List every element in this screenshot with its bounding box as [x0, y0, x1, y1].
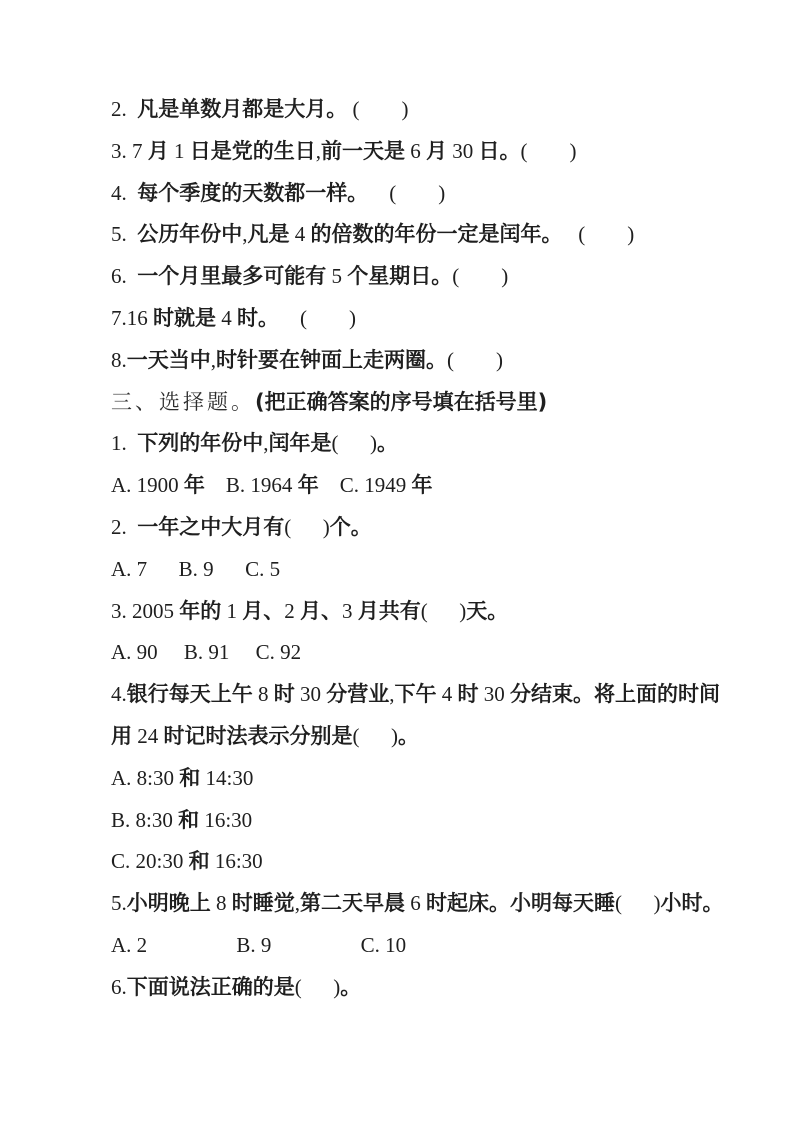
latin-text-run: B. 8:30: [111, 807, 179, 832]
choice-section-heading-note: (把正确答案的序号填在括号里): [255, 389, 548, 414]
choice-section: [111, 423, 723, 1008]
cjk-text-run: 时针要在钟面上走两圈。: [216, 347, 447, 372]
latin-text-run: 5: [326, 264, 348, 289]
cjk-text-run: 和: [179, 765, 201, 790]
judgement-question: [111, 131, 723, 173]
latin-text-run: 4: [436, 682, 458, 707]
cjk-text-run: 月: [426, 138, 447, 163]
choice-question-line: [111, 716, 723, 758]
cjk-text-run: 日。: [478, 138, 521, 163]
latin-text-run: C. 1949: [318, 473, 412, 498]
cjk-text-run: 年: [183, 473, 205, 498]
latin-text-run: ( ): [279, 305, 356, 330]
cjk-text-run: 小明晚上: [126, 891, 211, 916]
latin-text-run: 2.: [111, 514, 138, 539]
choice-question-line: [111, 507, 723, 549]
latin-text-run: A. 8:30: [111, 765, 180, 790]
cjk-text-run: 下面说法正确的是: [126, 974, 295, 999]
judgement-question: [111, 340, 723, 382]
cjk-text-run: 时睡觉: [231, 891, 295, 916]
cjk-text-run: 年: [297, 473, 319, 498]
latin-text-run: 6: [405, 891, 426, 916]
cjk-text-run: 一个月里最多可能有: [137, 264, 327, 289]
cjk-text-run: 月、: [300, 598, 342, 623]
cjk-text-run: 年的: [179, 598, 222, 623]
cjk-text-run: 小时。: [660, 891, 724, 916]
latin-text-run: A. 90 B. 91 C. 92: [111, 640, 302, 665]
cjk-text-run: 个。: [329, 514, 372, 539]
cjk-text-run: 月共有: [357, 598, 421, 623]
judgement-section: [111, 89, 723, 382]
latin-text-run: 8: [252, 682, 274, 707]
latin-text-run: 5.: [111, 222, 138, 247]
choice-question-line: [111, 674, 723, 716]
cjk-text-run: 用: [111, 723, 132, 748]
judgement-question: [111, 214, 723, 256]
latin-text-run: ( ): [284, 514, 330, 539]
latin-text-run: 2.: [111, 97, 138, 121]
judgement-question: [111, 89, 723, 131]
cjk-text-run: 时: [273, 682, 295, 707]
cjk-text-run: 每个季度的天数都一样。: [137, 180, 369, 205]
choice-option-line: [111, 632, 723, 674]
latin-text-run: 2: [284, 598, 300, 623]
cjk-text-run: 凡是单数月都是大月。: [137, 97, 348, 121]
cjk-text-run: 月、: [242, 598, 285, 623]
latin-text-run: 4: [289, 222, 311, 247]
latin-text-run: 4.: [111, 682, 127, 707]
latin-text-run: A. 7 B. 9 C. 5: [111, 556, 281, 581]
latin-text-run: 24: [132, 723, 164, 748]
latin-text-run: 4: [216, 305, 237, 330]
cjk-text-run: 。: [377, 431, 398, 456]
latin-text-run: ( ): [347, 97, 409, 121]
latin-text-run: A. 2 B. 9 C. 10: [111, 932, 407, 957]
judgement-question: [111, 256, 723, 298]
cjk-text-run: 前一天是: [321, 138, 405, 163]
cjk-text-run: 日是党的生日: [189, 138, 316, 163]
choice-question-line: [111, 591, 723, 633]
cjk-text-run: 和: [188, 849, 210, 874]
latin-text-run: 8.: [111, 347, 127, 372]
cjk-text-run: 时。: [237, 305, 279, 330]
cjk-text-run: 时记时法表示分别是: [163, 723, 353, 748]
latin-text-run: ,: [389, 682, 395, 707]
latin-text-run: ,: [242, 222, 248, 247]
latin-text-run: C. 20:30: [111, 849, 189, 874]
latin-text-run: 14:30: [200, 765, 254, 790]
latin-text-run: ( ): [562, 222, 635, 247]
cjk-text-run: 。: [398, 723, 419, 748]
cjk-text-run: 下列的年份中: [137, 431, 264, 456]
cjk-text-run: 天。: [466, 598, 509, 623]
latin-text-run: ( ): [420, 598, 467, 623]
latin-text-run: 1: [168, 138, 190, 163]
latin-text-run: 6.: [111, 974, 127, 999]
latin-text-run: 16:30: [209, 849, 263, 874]
latin-text-run: ,: [263, 431, 269, 456]
latin-text-run: 16:30: [199, 807, 253, 832]
choice-section-heading: [111, 382, 723, 424]
latin-text-run: ( ): [331, 431, 377, 456]
latin-text-run: 6: [405, 138, 426, 163]
cjk-text-run: 闰年是: [268, 431, 332, 456]
latin-text-run: ( ): [352, 723, 398, 748]
cjk-text-run: 凡是: [247, 222, 290, 247]
cjk-text-run: 年: [411, 473, 433, 498]
latin-text-run: 8: [210, 891, 232, 916]
latin-text-run: ( ): [447, 347, 503, 372]
cjk-text-run: 时就是: [153, 305, 216, 330]
cjk-text-run: 。: [340, 974, 362, 999]
latin-text-run: 1.: [111, 431, 138, 456]
cjk-text-run: 分营业: [326, 682, 390, 707]
cjk-text-run: 月: [147, 138, 169, 163]
cjk-text-run: 一天当中: [126, 347, 211, 372]
cjk-text-run: 银行每天上午: [126, 682, 253, 707]
latin-text-run: ,: [315, 138, 321, 163]
cjk-text-run: 时起床。小明每天睡: [426, 891, 615, 916]
latin-text-run: A. 1900: [111, 473, 184, 498]
choice-section-heading-label: 三、选择题。: [111, 389, 255, 414]
choice-option-line: [111, 758, 723, 800]
choice-question-line: [111, 423, 723, 465]
cjk-text-run: 时: [457, 682, 479, 707]
latin-text-run: 30: [447, 138, 479, 163]
latin-text-run: 4.: [111, 180, 138, 205]
judgement-question: [111, 298, 723, 340]
choice-option-line: [111, 800, 723, 842]
choice-option-line: [111, 549, 723, 591]
latin-text-run: ( ): [520, 138, 577, 163]
cjk-text-run: 公历年份中: [137, 222, 243, 247]
latin-text-run: 3. 2005: [111, 598, 180, 623]
choice-option-line: [111, 465, 723, 507]
choice-question-line: [111, 967, 723, 1009]
cjk-text-run: 和: [178, 807, 200, 832]
cjk-text-run: 下午: [394, 682, 437, 707]
cjk-text-run: 的倍数的年份一定是闰年。: [310, 222, 563, 247]
latin-text-run: 7.16: [111, 305, 153, 330]
cjk-text-run: 第二天早晨: [300, 891, 405, 916]
latin-text-run: 3: [342, 598, 358, 623]
latin-text-run: 3. 7: [111, 138, 148, 163]
latin-text-run: ( ): [452, 264, 509, 289]
cjk-text-run: 一年之中大月有: [137, 514, 285, 539]
latin-text-run: ( ): [615, 891, 661, 916]
latin-text-run: B. 1964: [204, 473, 298, 498]
judgement-question: [111, 173, 723, 215]
choice-option-line: [111, 841, 723, 883]
cjk-text-run: 分结束。将上面的时间: [510, 682, 720, 707]
latin-text-run: ,: [294, 891, 300, 916]
latin-text-run: 30: [478, 682, 510, 707]
latin-text-run: 6.: [111, 264, 138, 289]
choice-option-line: [111, 925, 723, 967]
choice-question-line: [111, 883, 723, 925]
latin-text-run: 30: [294, 682, 327, 707]
cjk-text-run: 个星期日。: [347, 264, 453, 289]
latin-text-run: 5.: [111, 891, 127, 916]
latin-text-run: 1: [221, 598, 243, 623]
latin-text-run: ,: [210, 347, 216, 372]
latin-text-run: ( ): [368, 180, 446, 205]
latin-text-run: ( ): [294, 974, 341, 999]
